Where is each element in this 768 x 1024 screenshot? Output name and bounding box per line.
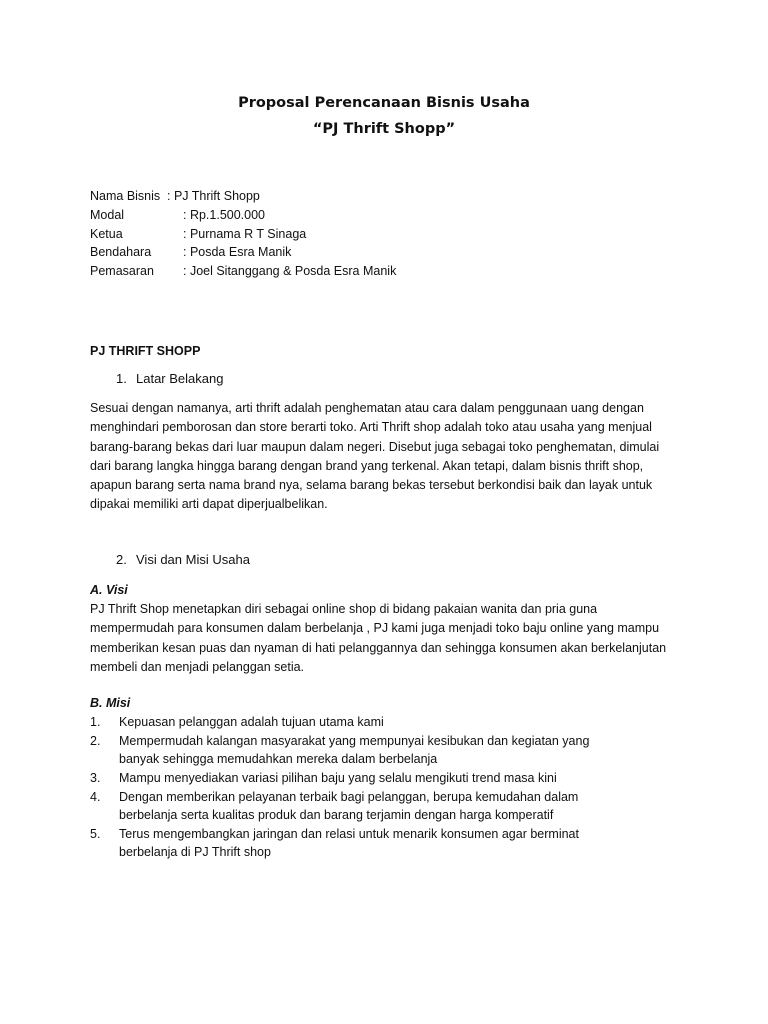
misi-text <box>119 713 384 731</box>
paragraph-line: apapun barang serta nama brand nya, selama barang bekas tersebut berkondisi baik dan layak untuk <box>90 478 653 493</box>
misi-number: 4. <box>90 790 101 804</box>
misi-number: 5. <box>90 827 101 841</box>
latar-heading: Latar Belakang <box>136 371 224 386</box>
info-value: : Rp.1.500.000 <box>183 208 266 222</box>
misi-line: banyak sehingga memudahkan mereka dalam berbelanja <box>119 752 438 767</box>
document-title: Proposal Perencanaan Bisnis Usaha <box>238 95 530 111</box>
visi-misi-heading: Visi dan Misi Usaha <box>136 552 250 567</box>
misi-text <box>119 732 589 769</box>
paragraph-line: mempermudah para konsumen dalam berbelanja , PJ kami juga menjadi toko baju online yang mampu <box>90 621 660 636</box>
section-title: PJ THRIFT SHOPP <box>90 344 201 358</box>
paragraph-line: PJ Thrift Shop menetapkan diri sebagai online shop di bidang pakaian wanita dan pria guna <box>90 602 598 616</box>
paragraph-line: barang-barang bekas dari luar maupun dalam negeri. Disebut juga sebagai toko penghematan, dimulai <box>90 439 660 454</box>
misi-text <box>119 769 557 787</box>
paragraph-line: dari barang langka hingga barang dengan brand yang terkenal. Akan tetapi, dalam bisnis thrift shop, <box>90 458 644 473</box>
latar-paragraph <box>90 399 680 515</box>
info-label: Bendahara <box>90 245 152 259</box>
info-value: : PJ Thrift Shopp <box>167 189 260 203</box>
misi-text <box>119 825 579 862</box>
info-label: Ketua <box>90 227 123 241</box>
misi-line: Mempermudah kalangan masyarakat yang mempunyai kesibukan dan kegiatan yang <box>119 734 590 748</box>
misi-heading: B. Misi <box>90 696 131 710</box>
misi-line: Kepuasan pelanggan adalah tujuan utama kami <box>119 715 384 729</box>
info-value: : Posda Esra Manik <box>183 245 292 259</box>
misi-line: Terus mengembangkan jaringan dan relasi untuk menarik konsumen agar berminat <box>119 827 579 841</box>
paragraph-line: dipakai memiliki arti dapat diperjualbelikan. <box>90 497 328 512</box>
info-label: Modal <box>90 208 125 222</box>
misi-number: 2. <box>90 734 101 748</box>
info-value: : Joel Sitanggang & Posda Esra Manik <box>183 264 397 278</box>
visi-paragraph <box>90 600 680 677</box>
misi-number: 3. <box>90 771 101 785</box>
info-value: : Purnama R T Sinaga <box>183 227 307 241</box>
info-label: Nama Bisnis <box>90 189 161 203</box>
misi-line: Mampu menyediakan variasi pilihan baju yang selalu mengikuti trend masa kini <box>119 771 557 785</box>
misi-text <box>119 788 578 825</box>
visi-heading: A. Visi <box>90 583 128 597</box>
info-label: Pemasaran <box>90 264 154 278</box>
misi-line: berbelanja di PJ Thrift shop <box>119 845 271 860</box>
paragraph-line: Sesuai dengan namanya, arti thrift adalah penghematan atau cara dalam penggunaan uang dengan <box>90 401 644 415</box>
latar-number: 1. <box>116 371 127 386</box>
misi-line: Dengan memberikan pelayanan terbaik bagi pelanggan, berupa kemudahan dalam <box>119 790 579 804</box>
misi-number: 1. <box>90 715 101 729</box>
misi-line: berbelanja serta kualitas produk dan barang terjamin dengan harga komperatif <box>119 808 554 823</box>
paragraph-line: menghindari pemborosan dan store berarti toko. Arti Thrift shop adalah toko atau usaha yang menjual <box>90 420 652 435</box>
document-subtitle: “PJ Thrift Shopp” <box>312 121 456 137</box>
paragraph-line: memberikan kesan puas dan nyaman di hati pelanggannya dan sehingga konsumen akan berkelanjutan <box>90 640 667 655</box>
paragraph-line: membeli dan menjadi pelanggan setia. <box>90 659 305 674</box>
visi-misi-number: 2. <box>116 552 127 567</box>
